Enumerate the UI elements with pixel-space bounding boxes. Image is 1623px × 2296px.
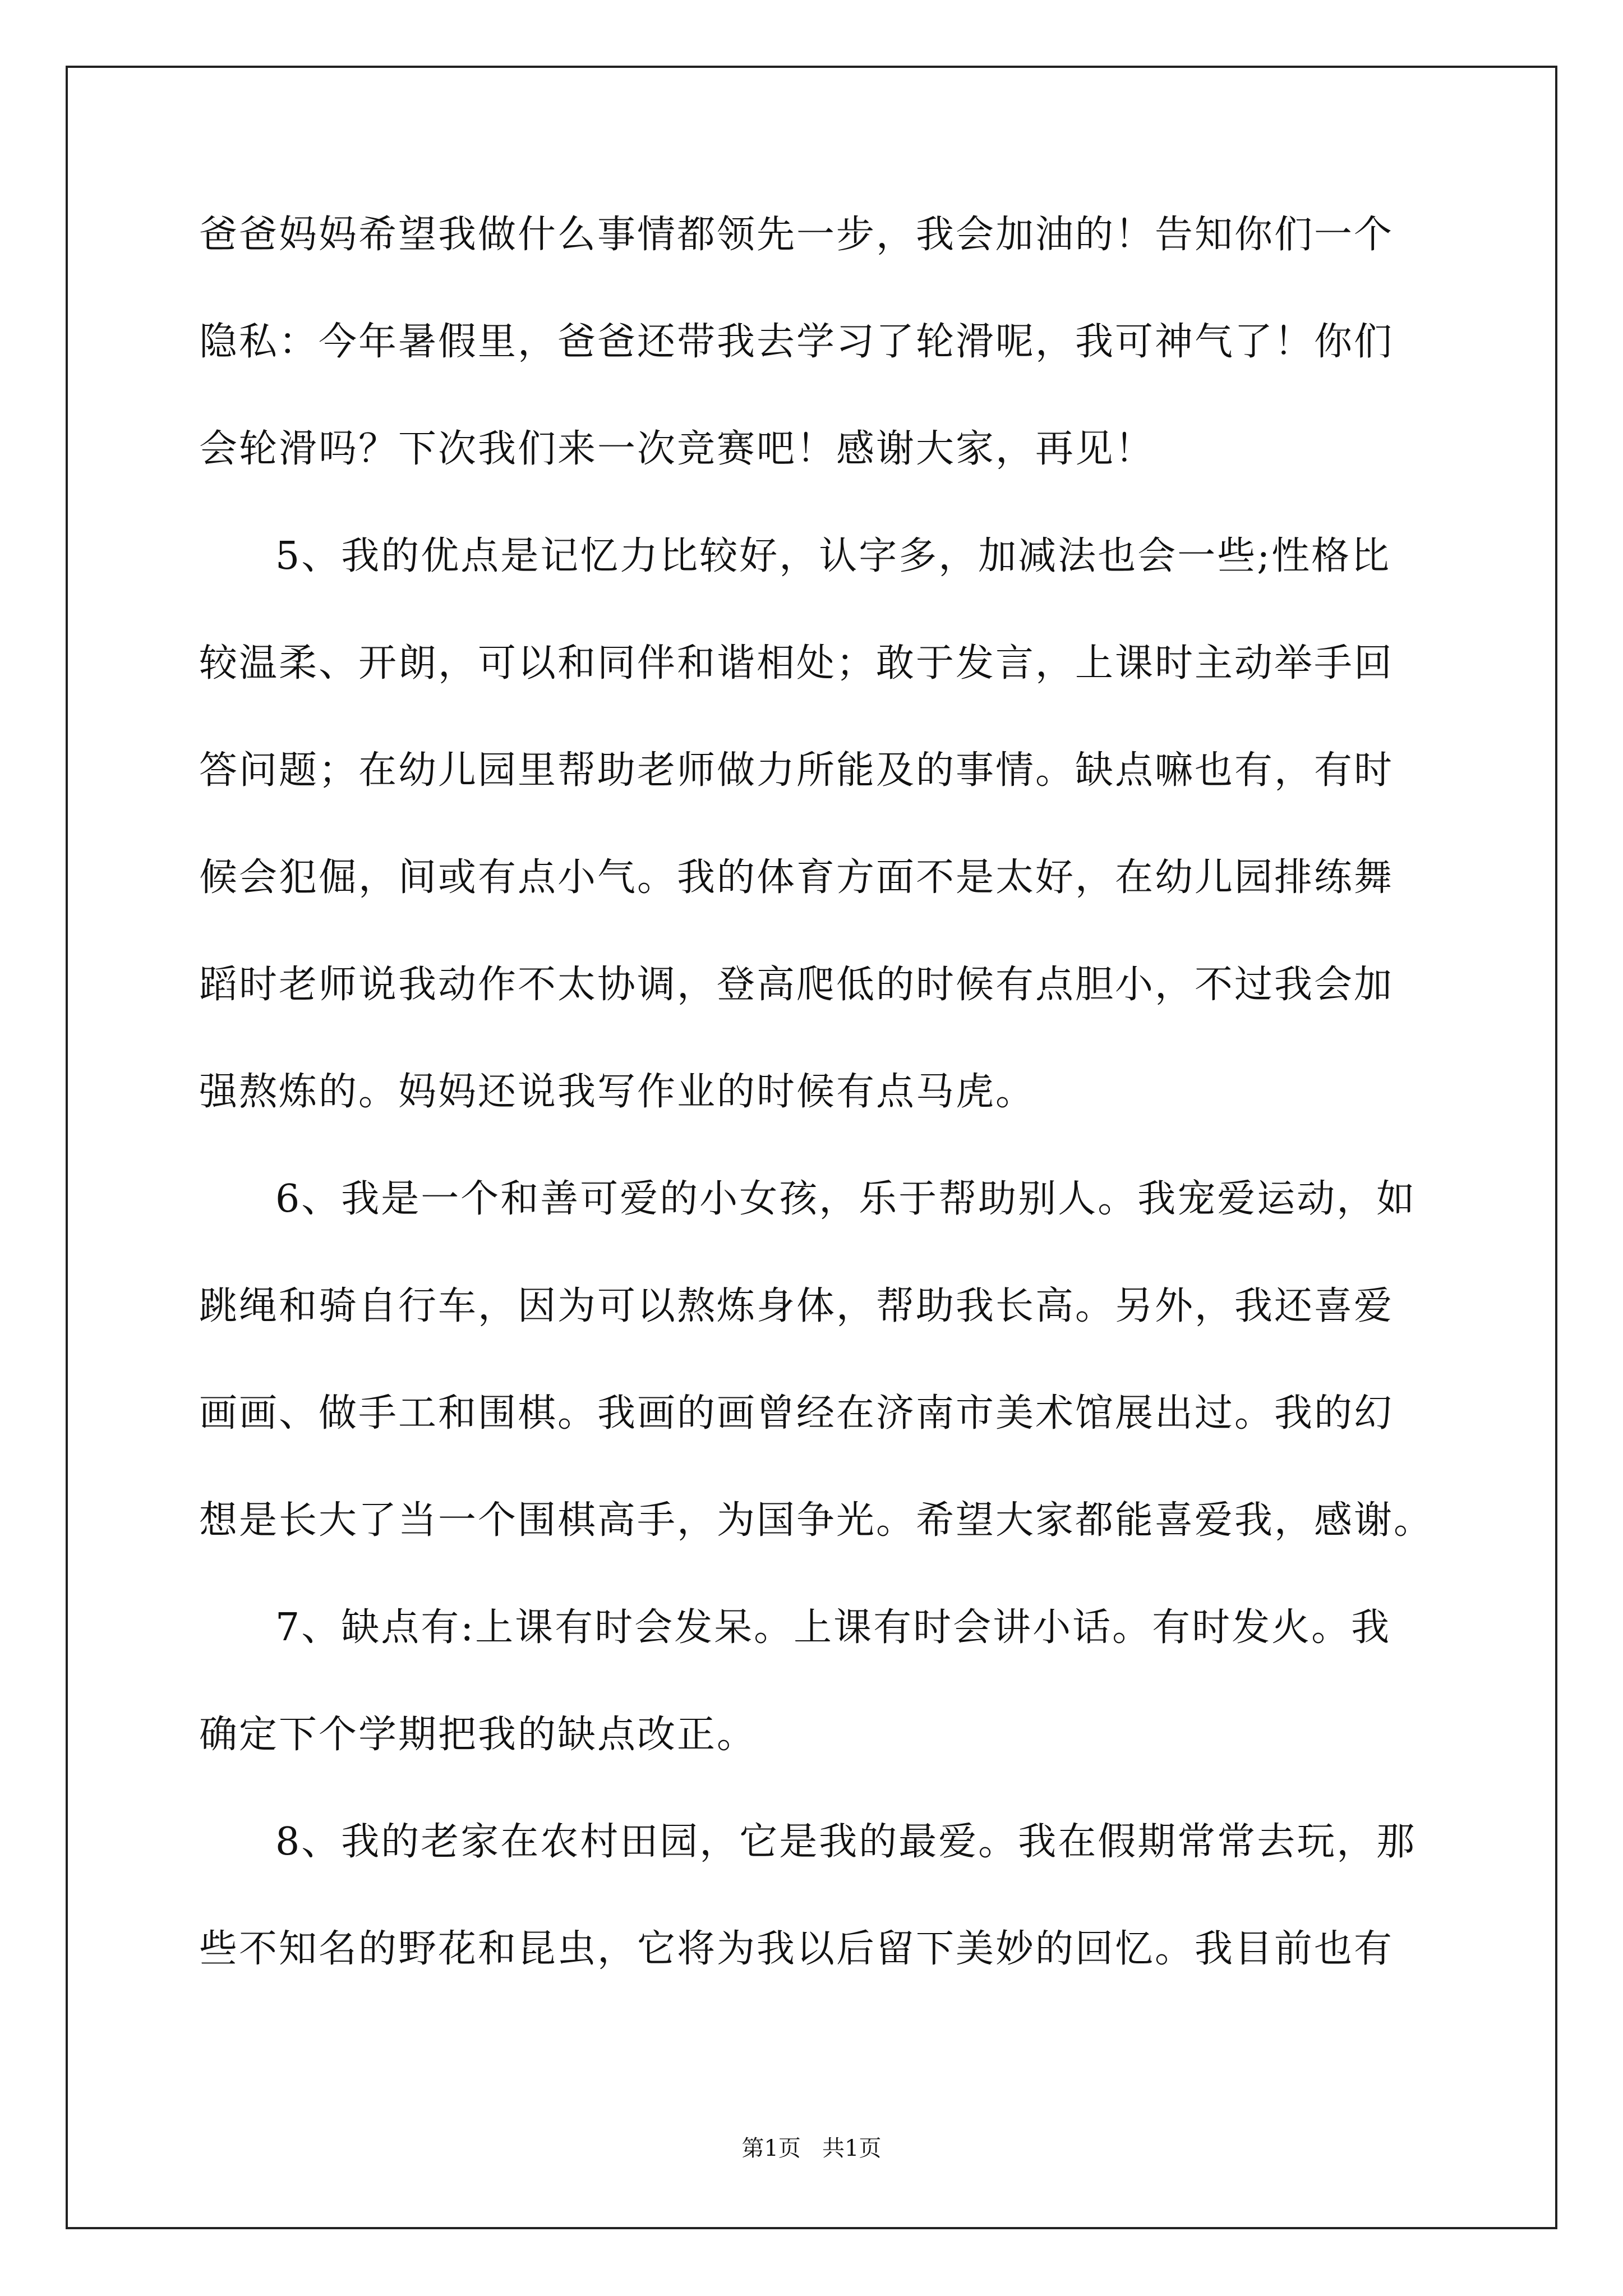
page-number-footer: 第1页 共1页 — [741, 2136, 882, 2161]
document-body — [199, 213, 1434, 2037]
text-line: 答问题；在幼儿园里帮助老师做力所能及的事情。缺点嘛也有，有时 — [199, 748, 1394, 793]
text-line: 6、我是一个和善可爱的小女孩，乐于帮助别人。我宠爱运动，如 — [275, 1177, 1417, 1221]
text-line: 想是长大了当一个围棋高手，为国争光。希望大家都能喜爱我，感谢。 — [199, 1498, 1434, 1543]
text-line: 5、我的优点是记忆力比较好，认字多，加减法也会一些;性格比 — [275, 534, 1391, 578]
text-line: 确定下个学期把我的缺点改正。 — [199, 1713, 757, 1757]
text-line: 强熬炼的。妈妈还说我写作业的时候有点马虎。 — [199, 1070, 1036, 1114]
text-line: 些不知名的野花和昆虫，它将为我以后留下美妙的回忆。我目前也有 — [199, 1927, 1394, 1971]
text-line: 画画、做手工和围棋。我画的画曾经在济南市美术馆展出过。我的幻 — [199, 1391, 1394, 1435]
text-line: 会轮滑吗？下次我们来一次竞赛吧！感谢大家，再见！ — [199, 427, 1155, 471]
text-line: 较温柔、开朗，可以和同伴和谐相处；敢于发言，上课时主动举手回 — [199, 641, 1394, 685]
text-line: 隐私：今年暑假里，爸爸还带我去学习了轮滑呢，我可神气了！你们 — [199, 320, 1394, 364]
text-line: 跳绳和骑自行车，因为可以熬炼身体，帮助我长高。另外，我还喜爱 — [199, 1284, 1394, 1328]
text-line: 候会犯倔，间或有点小气。我的体育方面不是太好，在幼儿园排练舞 — [199, 855, 1394, 900]
text-line: 蹈时老师说我动作不太协调，登高爬低的时候有点胆小，不过我会加 — [199, 963, 1394, 1007]
text-line: 8、我的老家在农村田园，它是我的最爱。我在假期常常去玩，那 — [275, 1820, 1417, 1864]
text-line: 7、缺点有:上课有时会发呆。上课有时会讲小话。有时发火。我 — [275, 1605, 1391, 1650]
text-line: 爸爸妈妈希望我做什么事情都领先一步，我会加油的！告知你们一个 — [199, 213, 1394, 257]
